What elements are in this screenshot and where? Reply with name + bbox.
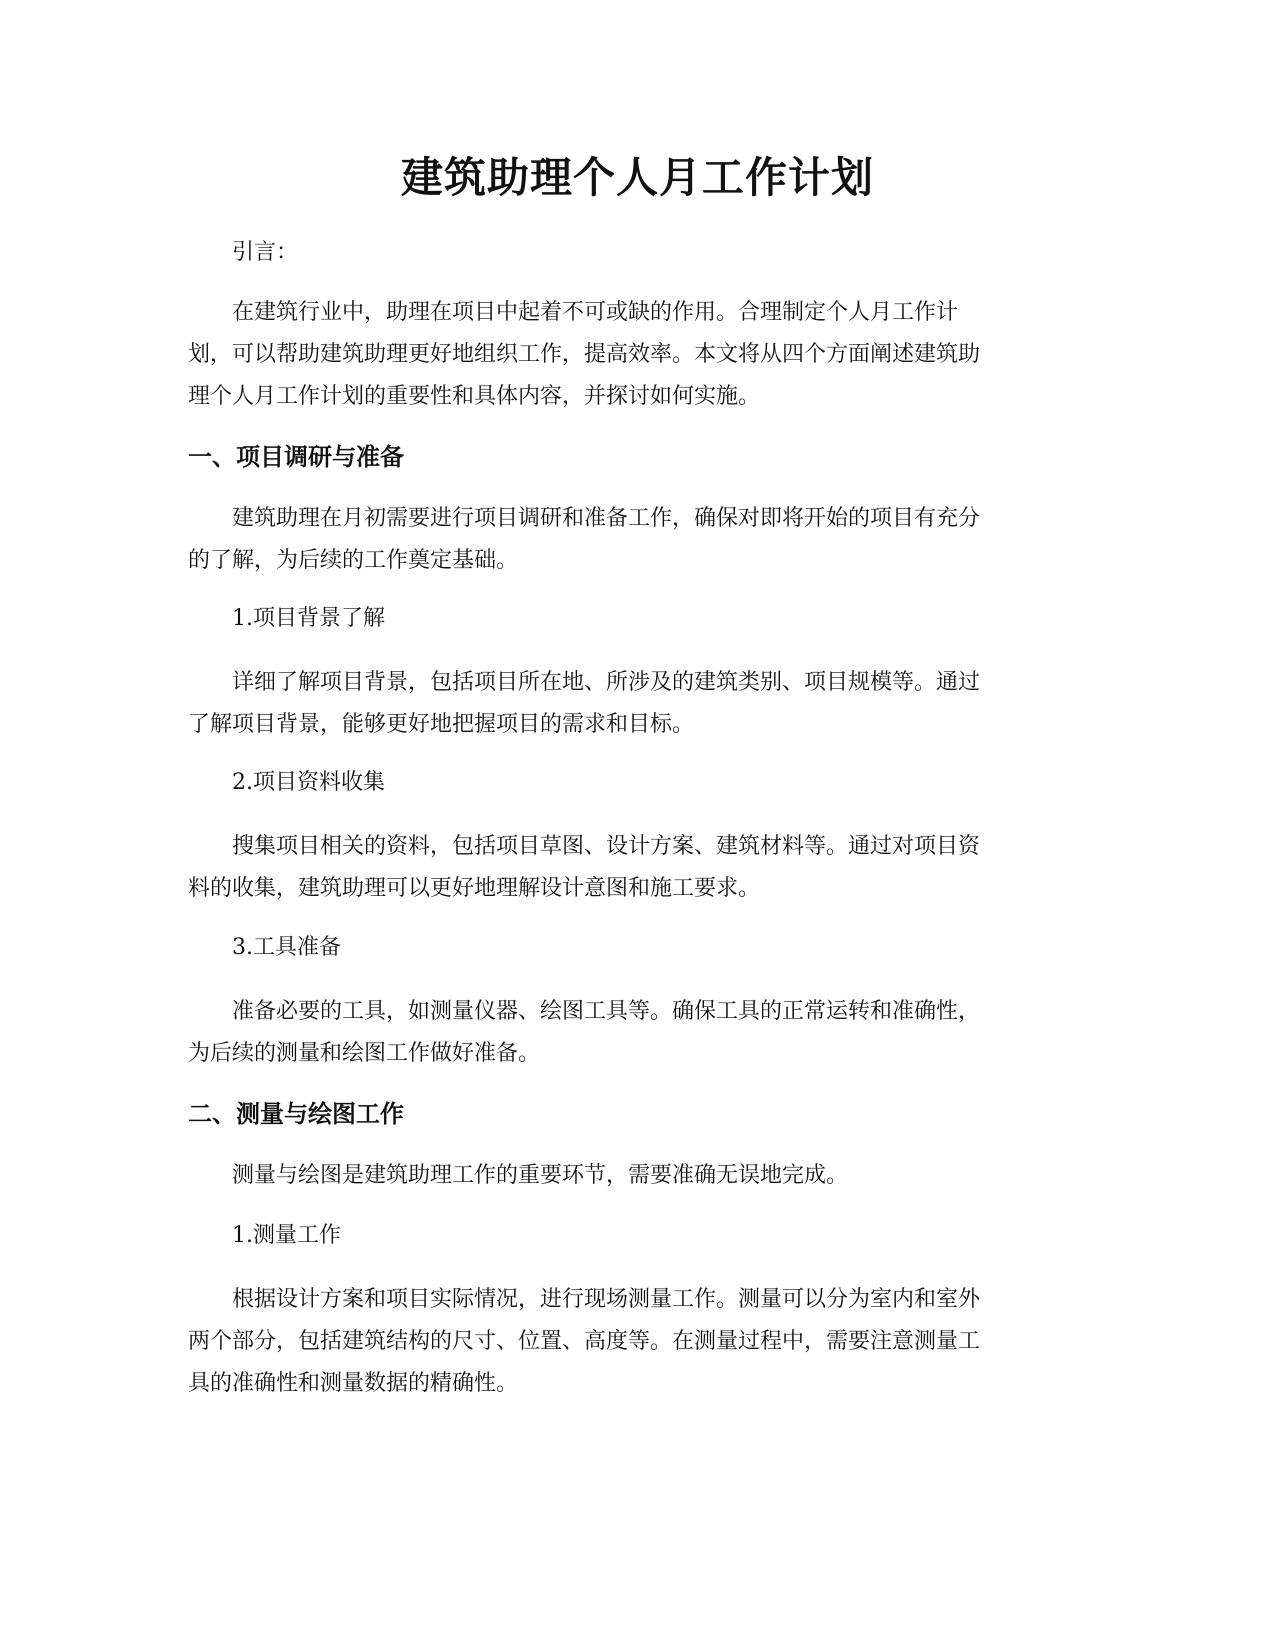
section-heading-1: 一、项目调研与准备 [188,443,404,471]
paragraph-line: 具的准确性和测量数据的精确性。 [188,1371,519,1396]
paragraph-line: 两个部分，包括建筑结构的尺寸、位置、高度等。在测量过程中，需要注意测量工 [188,1329,981,1354]
paragraph-line: 料的收集，建筑助理可以更好地理解设计意图和施工要求。 [188,876,761,901]
subsection-paragraph [188,991,1088,1075]
paragraph-line: 了解项目背景，能够更好地把握项目的需求和目标。 [188,712,695,737]
section-heading-2: 二、测量与绘图工作 [188,1100,404,1128]
paragraph-line: 在建筑行业中，助理在项目中起着不可或缺的作用。合理制定个人月工作计 [232,300,959,325]
subsection-paragraph [188,826,1088,910]
intro-label: 引言： [232,240,299,265]
subsection-title: 1.项目背景了解 [232,606,385,631]
section1-intro-paragraph [188,498,1088,582]
paragraph-line: 为后续的测量和绘图工作做好准备。 [188,1041,541,1066]
intro-paragraph [188,292,1088,418]
paragraph-line: 根据设计方案和项目实际情况，进行现场测量工作。测量可以分为室内和室外 [232,1287,981,1312]
paragraph-line: 准备必要的工具，如测量仪器、绘图工具等。确保工具的正常运转和准确性， [232,999,981,1024]
paragraph-line: 测量与绘图是建筑助理工作的重要环节，需要准确无误地完成。 [232,1163,849,1188]
paragraph-line: 建筑助理在月初需要进行项目调研和准备工作，确保对即将开始的项目有充分 [232,506,981,531]
document-title: 建筑助理个人月工作计划 [400,153,874,202]
subsection-paragraph [188,1279,1088,1405]
paragraph-line: 详细了解项目背景，包括项目所在地、所涉及的建筑类别、项目规模等。通过 [232,670,981,695]
subsection-title: 1.测量工作 [232,1223,341,1248]
paragraph-line: 划，可以帮助建筑助理更好地组织工作，提高效率。本文将从四个方面阐述建筑助 [188,342,981,367]
paragraph-line: 搜集项目相关的资料，包括项目草图、设计方案、建筑材料等。通过对项目资 [232,834,981,859]
subsection-paragraph [188,662,1088,746]
paragraph-line: 的了解，为后续的工作奠定基础。 [188,548,519,573]
subsection-title: 2.项目资料收集 [232,770,385,795]
paragraph-line: 理个人月工作计划的重要性和具体内容，并探讨如何实施。 [188,384,761,409]
section2-intro-paragraph [188,1155,1088,1197]
subsection-title: 3.工具准备 [232,935,341,960]
